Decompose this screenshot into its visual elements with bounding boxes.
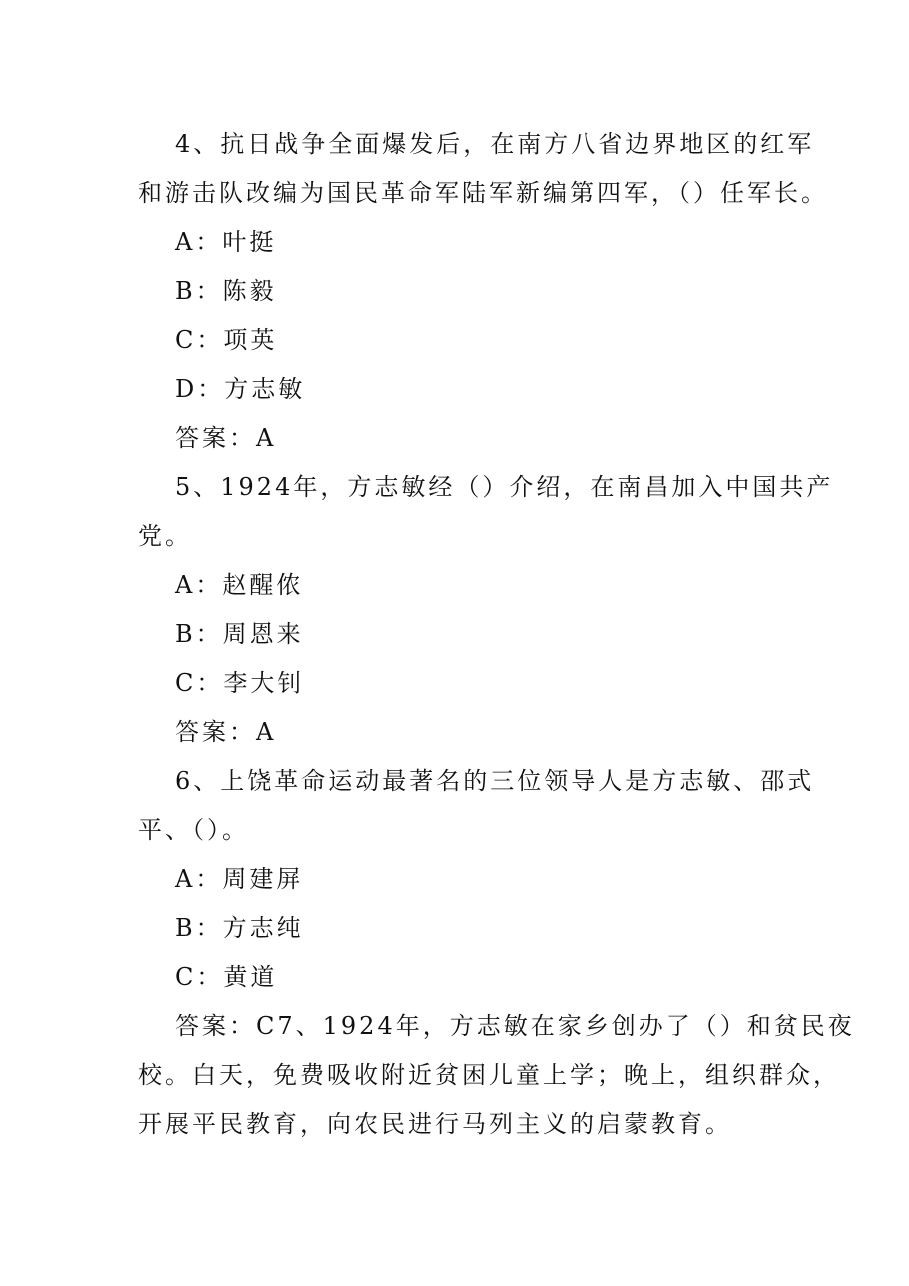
question-4-stem-line-2: 和游击队改编为国民革命军陆军新编第四军，（）任军长。	[138, 179, 828, 207]
question-6-answer-and-question-7-line-1: 答案：C7、1924年，方志敏在家乡创办了（）和贫民夜	[175, 1012, 855, 1040]
question-6-option-b: B：方志纯	[175, 914, 304, 942]
question-6-option-c: C：黄道	[175, 963, 278, 991]
question-6-stem-line-2: 平、（）。	[138, 816, 249, 844]
question-4-option-c: C：项英	[175, 326, 278, 354]
question-7-stem-line-3: 开展平民教育，向农民进行马列主义的启蒙教育。	[138, 1110, 732, 1138]
question-4-option-a: A：叶挺	[175, 228, 277, 256]
question-5-stem-line-2: 党。	[138, 522, 192, 550]
question-6-option-a: A：周建屏	[175, 865, 304, 893]
question-5-option-a: A：赵醒侬	[175, 571, 304, 599]
question-6-stem-line-1: 6、上饶革命运动最著名的三位领导人是方志敏、邵式	[175, 767, 815, 795]
question-5-option-c: C：李大钊	[175, 669, 305, 697]
question-4-option-b: B：陈毅	[175, 277, 277, 305]
question-4-option-d: D：方志敏	[175, 375, 306, 403]
question-4-answer: 答案：A	[175, 424, 277, 452]
question-4-stem-line-1: 4、抗日战争全面爆发后，在南方八省边界地区的红军	[175, 130, 815, 158]
question-7-stem-line-2: 校。白天，免费吸收附近贫困儿童上学；晚上，组织群众，	[138, 1061, 840, 1089]
question-5-answer: 答案：A	[175, 718, 277, 746]
question-5-option-b: B：周恩来	[175, 620, 304, 648]
question-5-stem-line-1: 5、1924年，方志敏经（）介绍，在南昌加入中国共产	[175, 473, 834, 501]
document-body	[138, 120, 855, 1149]
